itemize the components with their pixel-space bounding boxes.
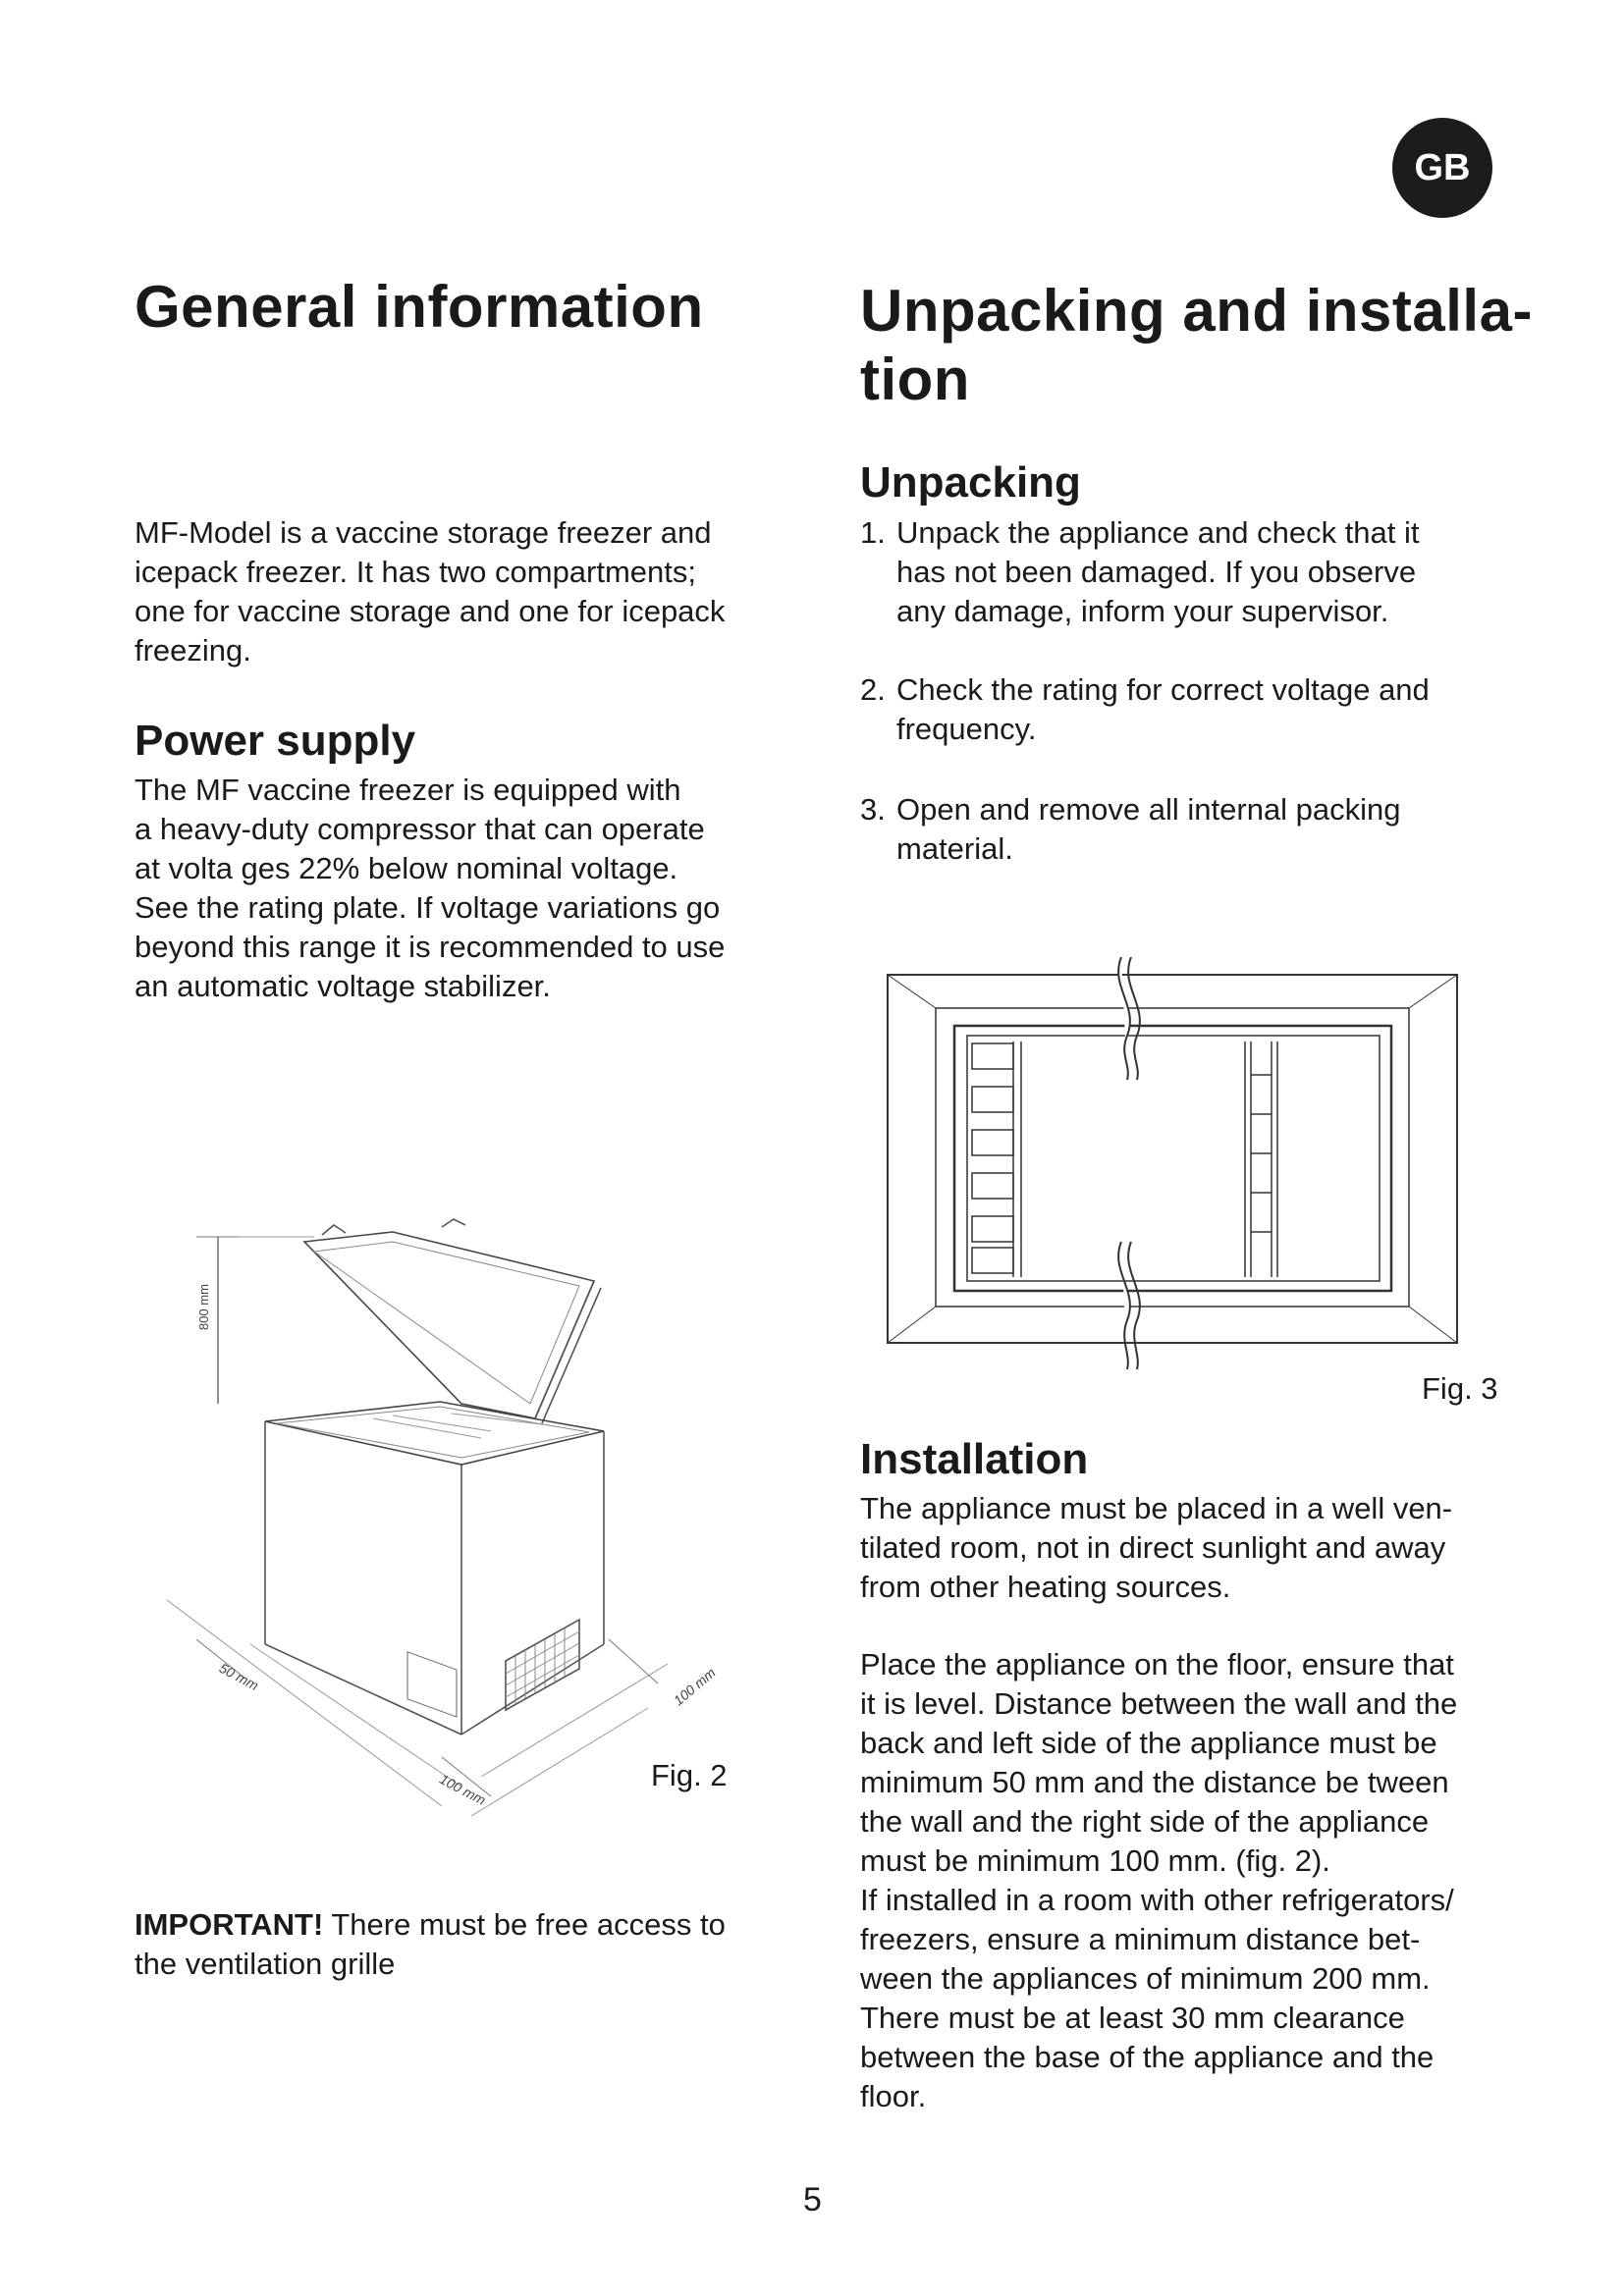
power-supply-heading: Power supply: [135, 717, 416, 765]
install-line: The appliance must be placed in a well ven-: [860, 1491, 1453, 1525]
install-line: tilated room, not in direct sunlight and away: [860, 1530, 1446, 1565]
install-line: If installed in a room with other refrigerators/: [860, 1883, 1454, 1917]
installation-paragraph-2: [860, 1645, 1457, 2116]
install-line: it is level. Distance between the wall and the: [860, 1686, 1458, 1721]
important-text: There must be free access to: [323, 1907, 726, 1942]
important-line-1: [135, 1905, 726, 1945]
intro-line: one for vaccine storage and one for icepack: [135, 594, 726, 628]
power-line: a heavy-duty compressor that can operate: [135, 812, 705, 846]
install-line: minimum 50 mm and the distance be tween: [860, 1765, 1449, 1799]
step-line: frequency.: [896, 712, 1037, 746]
front-clearance-label: 100 mm: [437, 1771, 489, 1808]
install-line: Place the appliance on the floor, ensure that: [860, 1647, 1454, 1682]
install-line: between the base of the appliance and the: [860, 2040, 1435, 2074]
step-line: Unpack the appliance and check that it: [896, 515, 1420, 550]
install-line: freezers, ensure a minimum distance bet-: [860, 1922, 1421, 1956]
power-line: The MF vaccine freezer is equipped with: [135, 773, 681, 807]
install-line: There must be at least 30 mm clearance: [860, 2001, 1405, 2035]
step-number: 3.: [860, 792, 886, 827]
intro-line: icepack freezer. It has two compartments;: [135, 555, 697, 589]
intro-line: freezing.: [135, 633, 251, 667]
step-3: [860, 790, 1401, 869]
step-line: any damage, inform your supervisor.: [896, 594, 1389, 628]
step-line: Check the rating for correct voltage and: [896, 672, 1430, 707]
fig2-caption: Fig. 2: [651, 1758, 728, 1792]
page-number: 5: [803, 2181, 822, 2218]
freezer-top-view-illustration: [874, 957, 1463, 1369]
step-number: 2.: [860, 672, 886, 707]
intro-paragraph: [135, 513, 725, 670]
install-line: the wall and the right side of the appliance: [860, 1804, 1430, 1839]
step-number: 1.: [860, 515, 886, 550]
step-2: [860, 670, 1430, 749]
install-line: must be minimum 100 mm. (fig. 2).: [860, 1843, 1330, 1878]
intro-line: MF-Model is a vaccine storage freezer and: [135, 515, 712, 550]
important-line-2: the ventilation grille: [135, 1947, 396, 1981]
install-line: back and left side of the appliance must be: [860, 1726, 1437, 1760]
language-badge: GB: [1392, 118, 1492, 218]
unpacking-heading: Unpacking: [860, 458, 1081, 507]
install-line: ween the appliances of minimum 200 mm.: [860, 1961, 1431, 1996]
install-line: floor.: [860, 2079, 927, 2113]
right-clearance-label: 100 mm: [670, 1664, 719, 1709]
height-dimension-label: 800 mm: [196, 1284, 211, 1330]
step-line: has not been damaged. If you observe: [896, 555, 1417, 589]
chest-freezer-illustration: [157, 1207, 727, 1845]
installation-paragraph-1: [860, 1489, 1452, 1607]
unpacking-installation-heading: [860, 277, 1533, 414]
power-supply-paragraph: [135, 771, 725, 1006]
general-information-heading: General information: [135, 274, 704, 340]
fig3-caption: Fig. 3: [1422, 1371, 1498, 1406]
heading-line-2: tion: [860, 347, 970, 412]
important-label: IMPORTANT!: [135, 1907, 324, 1942]
important-note: [135, 1905, 726, 1984]
power-line: See the rating plate. If voltage variations go: [135, 890, 721, 925]
install-line: from other heating sources.: [860, 1570, 1231, 1604]
installation-heading: Installation: [860, 1435, 1089, 1483]
heading-line-1: Unpacking and installa-: [860, 278, 1533, 344]
step-line: material.: [896, 831, 1013, 866]
step-line: Open and remove all internal packing: [896, 792, 1401, 827]
left-clearance-label: 50 mm: [216, 1659, 262, 1694]
power-line: beyond this range it is recommended to use: [135, 930, 726, 964]
step-1: [860, 513, 1420, 631]
power-line: at volta ges 22% below nominal voltage.: [135, 851, 678, 885]
power-line: an automatic voltage stabilizer.: [135, 969, 551, 1003]
